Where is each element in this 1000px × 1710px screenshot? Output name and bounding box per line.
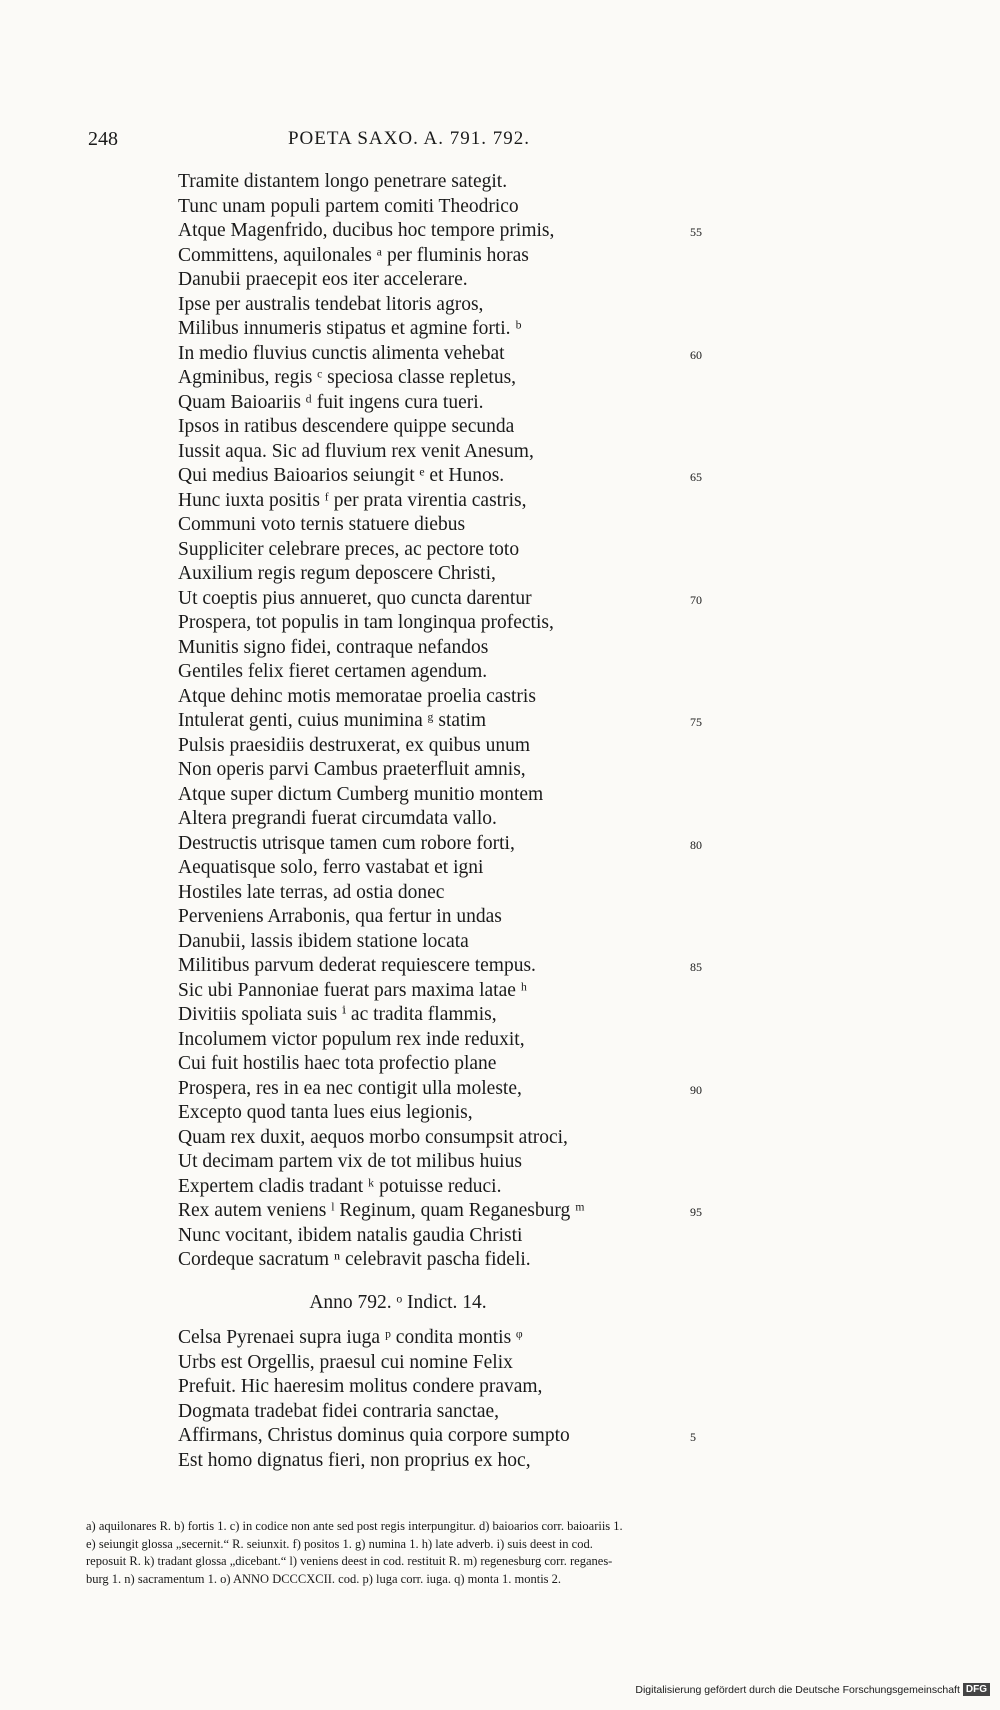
- verse-text: Tunc unam populi partem comiti Theodrico: [178, 195, 519, 217]
- dfg-credit-text: Digitalisierung gefördert durch die Deutsche Forschungsgemeinschaft: [635, 1683, 960, 1696]
- verse-text: Rex autem veniens ˡ Reginum, quam Reganesburg ᵐ: [178, 1200, 585, 1221]
- line-number: 90: [690, 1082, 702, 1097]
- verse-line: [178, 807, 718, 832]
- verse-line: [178, 195, 718, 220]
- verse-text: Pulsis praesidiis destruxerat, ex quibus unum: [178, 734, 531, 756]
- verse-text: Cordeque sacratum ⁿ celebravit pascha fideli.: [178, 1249, 531, 1270]
- verse-text: Militibus parvum dederat requiescere tempus.: [178, 955, 536, 976]
- line-number: 85: [690, 960, 702, 974]
- verse-line: [178, 905, 718, 930]
- verse-text: Quam Baioariis ᵈ fuit ingens cura tueri.: [178, 391, 484, 413]
- verse-text: In medio fluvius cunctis alimenta vehebat: [178, 342, 505, 364]
- verse-line: [178, 587, 718, 612]
- verse-line: [178, 611, 718, 636]
- verse-line: [178, 1028, 718, 1053]
- verse-line: [178, 293, 718, 318]
- verse-line: [178, 317, 718, 342]
- verse-text: Hunc iuxta positis ᶠ per prata virentia castris,: [178, 489, 527, 511]
- verse-line: [178, 954, 718, 979]
- verse-line: [178, 538, 718, 563]
- verse-line: [178, 513, 718, 538]
- verse-line: [178, 881, 718, 906]
- verse-text: Agminibus, regis ᶜ speciosa classe repletus,: [178, 367, 517, 388]
- verse-text: Nunc vocitant, ibidem natalis gaudia Christi: [178, 1224, 523, 1246]
- verse-text: Tramite distantem longo penetrare sategit.: [178, 171, 508, 192]
- section-heading: Anno 792. ᵒ Indict. 14.: [309, 1292, 487, 1313]
- verse-text: Committens, aquilonales ᵃ per fluminis horas: [178, 244, 529, 266]
- poem-verses-bottom: [178, 1326, 718, 1473]
- verse-text: Est homo dignatus fieri, non proprius ex hoc,: [178, 1449, 531, 1471]
- verse-line: [178, 170, 718, 195]
- verse-line: [178, 342, 718, 367]
- verse-line: [178, 1150, 718, 1175]
- poem-verses-top: [178, 170, 718, 1273]
- verse-line: [178, 685, 718, 710]
- line-number: 5: [690, 1430, 696, 1444]
- verse-line: [178, 464, 718, 489]
- page-header: [88, 128, 640, 158]
- verse-line: [178, 562, 718, 587]
- verse-text: Milibus innumeris stipatus et agmine forti. ᵇ: [178, 318, 522, 339]
- verse-line: [178, 832, 718, 857]
- verse-text: Sic ubi Pannoniae fuerat pars maxima latae ʰ: [178, 979, 528, 1001]
- line-number: 80: [690, 837, 702, 852]
- verse-line: [178, 219, 718, 244]
- verse-text: Danubii, lassis ibidem statione locata: [178, 930, 469, 952]
- verse-text: Non operis parvi Cambus praeterfluit amnis,: [178, 759, 526, 780]
- running-head: POETA SAXO. A. 791. 792.: [287, 128, 531, 149]
- verse-text: Qui medius Baioarios seiungit ᵉ et Hunos.: [178, 465, 505, 486]
- footnote-line: reposuit R. k) tradant glossa „dicebant.“ l) veniens deest in cod. restituit R. m) regenesburg corr. reganes-: [86, 1554, 613, 1568]
- verse-text: Divitiis spoliata suis ⁱ ac tradita flammis,: [178, 1004, 497, 1025]
- verse-line: [178, 660, 718, 685]
- verse-line: [178, 391, 718, 416]
- verse-line: [178, 1052, 718, 1077]
- verse-text: Dogmata tradebat fidei contraria sanctae,: [178, 1400, 500, 1422]
- verse-text: Ut decimam partem vix de tot milibus huius: [178, 1151, 522, 1172]
- verse-line: [178, 856, 718, 881]
- verse-line: [178, 1175, 718, 1200]
- verse-line: [178, 415, 718, 440]
- verse-line: [178, 930, 718, 955]
- verse-text: Munitis signo fidei, contraque nefandos: [178, 636, 489, 658]
- footnote-line: e) seiungit glossa „secernit.“ R. seiunxit. f) positos 1. g) numina 1. h) late adverb. i) suis deest in cod.: [86, 1536, 593, 1551]
- verse-text: Affirmans, Christus dominus quia corpore sumpto: [178, 1425, 570, 1446]
- footnote-line: burg 1. n) sacramentum 1. o) ANNO DCCCXCII. cod. p) luga corr. iuga. q) monta 1. montis 2.: [86, 1571, 562, 1586]
- verse-text: Iussit aqua. Sic ad fluvium rex venit Anesum,: [178, 440, 534, 462]
- verse-text: Hostiles late terras, ad ostia donec: [178, 881, 445, 903]
- verse-line: [178, 734, 718, 759]
- page-number: 248: [88, 128, 118, 150]
- verse-line: [178, 1351, 718, 1376]
- verse-text: Atque Magenfrido, ducibus hoc tempore primis,: [178, 220, 555, 241]
- verse-text: Atque dehinc motis memoratae proelia castris: [178, 685, 536, 707]
- verse-line: [178, 1101, 718, 1126]
- verse-text: Cui fuit hostilis haec tota profectio plane: [178, 1053, 497, 1074]
- verse-text: Suppliciter celebrare preces, ac pectore toto: [178, 538, 520, 560]
- verse-line: [178, 1400, 718, 1425]
- verse-line: [178, 1424, 718, 1449]
- verse-text: Ut coeptis pius annueret, quo cuncta darentur: [178, 587, 532, 609]
- verse-text: Ipsos in ratibus descendere quippe secunda: [178, 416, 515, 437]
- line-number: 70: [690, 592, 702, 607]
- verse-text: Aequatisque solo, ferro vastabat et igni: [178, 857, 484, 878]
- verse-line: [178, 1326, 718, 1351]
- verse-text: Excepto quod tanta lues eius legionis,: [178, 1102, 473, 1123]
- verse-line: [178, 1449, 718, 1474]
- dfg-logo-icon: DFG: [963, 1683, 990, 1696]
- verse-line: [178, 758, 718, 783]
- verse-line: [178, 783, 718, 808]
- verse-text: Atque super dictum Cumberg munitio montem: [178, 783, 544, 805]
- verse-text: Gentiles felix fieret certamen agendum.: [178, 661, 488, 682]
- verse-line: [178, 1375, 718, 1400]
- verse-line: [178, 1003, 718, 1028]
- verse-text: Perveniens Arrabonis, qua fertur in undas: [178, 906, 502, 927]
- line-number: 55: [690, 225, 702, 239]
- verse-text: Urbs est Orgellis, praesul cui nomine Felix: [178, 1351, 513, 1373]
- verse-line: [178, 979, 718, 1004]
- verse-text: Altera pregrandi fuerat circumdata vallo.: [178, 808, 497, 829]
- line-number: 65: [690, 470, 702, 484]
- verse-line: [178, 1077, 718, 1102]
- line-number: 95: [690, 1205, 702, 1219]
- verse-text: Communi voto ternis statuere diebus: [178, 514, 466, 535]
- footnotes: [86, 1518, 906, 1588]
- line-number: 75: [690, 715, 702, 729]
- verse-text: Danubii praecepit eos iter accelerare.: [178, 269, 468, 290]
- verse-line: [178, 440, 718, 465]
- verse-text: Prospera, res in ea nec contigit ulla moleste,: [178, 1077, 522, 1099]
- verse-line: [178, 1248, 718, 1273]
- verse-text: Incolumem victor populum rex inde reduxit,: [178, 1028, 525, 1050]
- dfg-credit: [635, 1683, 990, 1696]
- verse-text: Prefuit. Hic haeresim molitus condere pravam,: [178, 1376, 543, 1397]
- footnote-line: a) aquilonares R. b) fortis 1. c) in codice non ante sed post regis interpungitur. d) baioarios corr. baioariis 1.: [86, 1519, 623, 1533]
- verse-text: Prospera, tot populis in tam longinqua profectis,: [178, 612, 554, 633]
- verse-text: Celsa Pyrenaei supra iuga ᵖ condita montis ᵠ: [178, 1327, 523, 1348]
- verse-text: Quam rex duxit, aequos morbo consumpsit atroci,: [178, 1126, 568, 1148]
- verse-text: Intulerat genti, cuius munimina ᵍ statim: [178, 710, 487, 731]
- verse-text: Destructis utrisque tamen cum robore forti,: [178, 832, 515, 854]
- verse-line: [178, 366, 718, 391]
- verse-line: [178, 489, 718, 514]
- line-number: 60: [690, 347, 702, 362]
- verse-line: [178, 1224, 718, 1249]
- verse-text: Expertem cladis tradant ᵏ potuisse reduci.: [178, 1175, 502, 1197]
- verse-line: [178, 268, 718, 293]
- verse-text: Ipse per australis tendebat litoris agros,: [178, 293, 484, 315]
- verse-line: [178, 709, 718, 734]
- verse-line: [178, 1126, 718, 1151]
- verse-line: [178, 1199, 718, 1224]
- verse-line: [178, 244, 718, 269]
- verse-text: Auxilium regis regum deposcere Christi,: [178, 563, 496, 584]
- verse-line: [178, 636, 718, 661]
